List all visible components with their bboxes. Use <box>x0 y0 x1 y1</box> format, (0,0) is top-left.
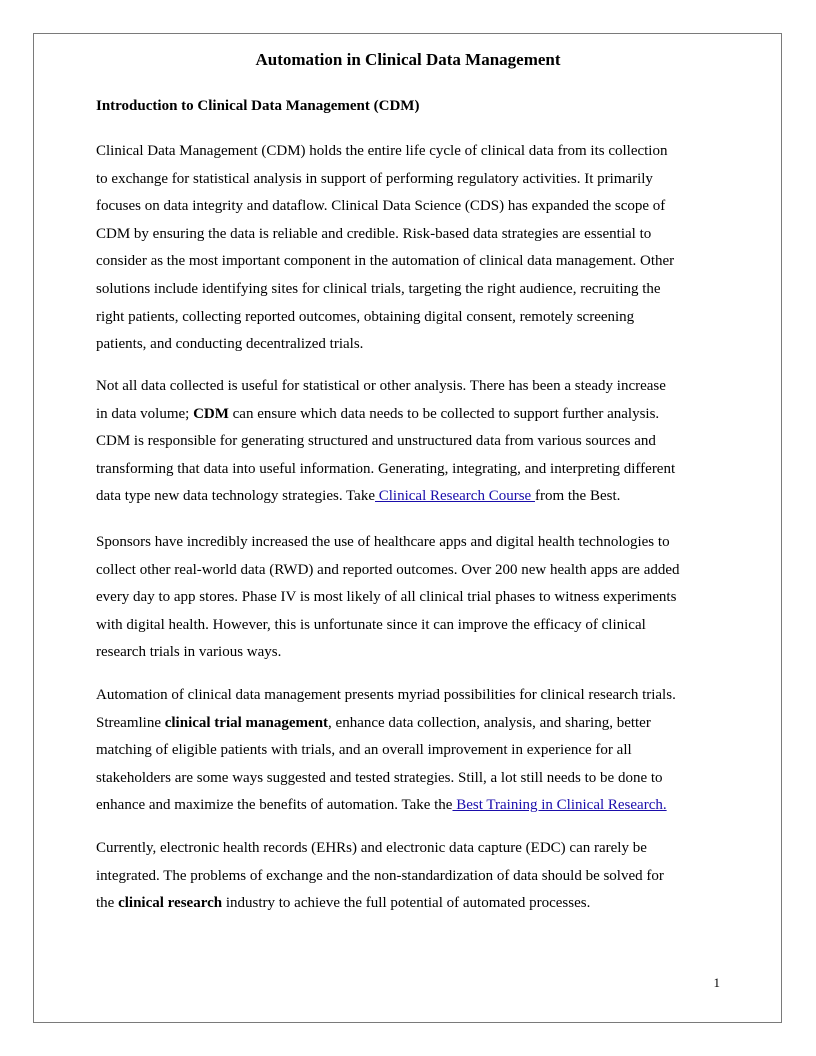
text-line: with digital health. However, this is unfortunate since it can improve the efficacy of clinical <box>96 616 646 633</box>
text-line <box>96 483 726 511</box>
text-run: the <box>96 895 119 912</box>
text-line <box>96 710 726 738</box>
clinical-research-course-link[interactable]: Clinical Research Course <box>375 488 535 505</box>
text-line: consider as the most important component in the automation of clinical data management. Other <box>96 253 675 270</box>
text-line: transforming that data into useful information. Generating, integrating, and interpreting different <box>96 460 676 477</box>
text-line: integrated. The problems of exchange and the non-standardization of data should be solved for <box>96 867 664 884</box>
text-run: , enhance data collection, analysis, and sharing, better <box>328 714 651 731</box>
text-line: Clinical Data Management (CDM) holds the entire life cycle of clinical data from its collection <box>96 143 668 159</box>
paragraph-4 <box>96 682 726 820</box>
best-training-link[interactable]: Best Training in Clinical Research. <box>452 797 667 814</box>
text-line: solutions include identifying sites for clinical trials, targeting the right audience, recruiting the <box>96 280 661 297</box>
text-line <box>96 890 726 918</box>
text-line <box>96 792 726 820</box>
text-line: Currently, electronic health records (EHRs) and electronic data capture (EDC) can rarely be <box>96 840 647 856</box>
text-run: industry to achieve the full potential of automated processes. <box>222 895 591 912</box>
bold-term-cdm: CDM <box>193 405 229 422</box>
text-line: patients, and conducting decentralized trials. <box>96 336 364 353</box>
text-line <box>96 401 726 429</box>
text-line: focuses on data integrity and dataflow. Clinical Data Science (CDS) has expanded the scope of <box>96 198 666 215</box>
text-run: data type new data technology strategies. Take <box>96 488 375 505</box>
document-title: Automation in Clinical Data Management <box>255 50 561 69</box>
text-line: CDM by ensuring the data is reliable and credible. Risk-based data strategies are essential to <box>96 225 652 242</box>
text-run: in data volume; <box>96 405 194 422</box>
text-line: Automation of clinical data management presents myriad possibilities for clinical research trials. <box>96 687 676 703</box>
text-line: Not all data collected is useful for statistical or other analysis. There has been a steady increase <box>96 378 666 394</box>
paragraph-3 <box>96 529 726 667</box>
paragraph-2 <box>96 373 726 511</box>
bold-term-clinical-trial-management: clinical trial management <box>164 714 329 731</box>
text-run: from the Best. <box>534 488 621 505</box>
text-line: every day to app stores. Phase IV is most likely of all clinical trial phases to witness experiments <box>96 589 677 606</box>
text-run: enhance and maximize the benefits of automation. Take the <box>96 797 453 814</box>
bold-term-clinical-research: clinical research <box>118 895 223 912</box>
text-line: Sponsors have incredibly increased the use of healthcare apps and digital health technologies to <box>96 534 670 550</box>
text-run: Streamline <box>96 714 165 731</box>
text-line: stakeholders are some ways suggested and tested strategies. Still, a lot still needs to be done to <box>96 769 663 786</box>
text-line: collect other real-world data (RWD) and reported outcomes. Over 200 new health apps are added <box>96 561 680 578</box>
text-line: matching of eligible patients with trials, and an overall improvement in experience for all <box>96 742 632 759</box>
paragraph-5 <box>96 835 726 918</box>
text-line: CDM is responsible for generating structured and unstructured data from various sources and <box>96 433 656 450</box>
text-line: to exchange for statistical analysis in support of performing regulatory activities. It primarily <box>96 170 653 187</box>
section-heading: Introduction to Clinical Data Management (CDM) <box>96 98 420 114</box>
text-run: can ensure which data needs to be collected to support further analysis. <box>228 405 660 422</box>
page-number: 1 <box>713 975 720 990</box>
paragraph-1 <box>96 138 726 359</box>
text-line: research trials in various ways. <box>96 644 282 661</box>
text-line: right patients, collecting reported outcomes, obtaining digital consent, remotely screening <box>96 308 635 325</box>
